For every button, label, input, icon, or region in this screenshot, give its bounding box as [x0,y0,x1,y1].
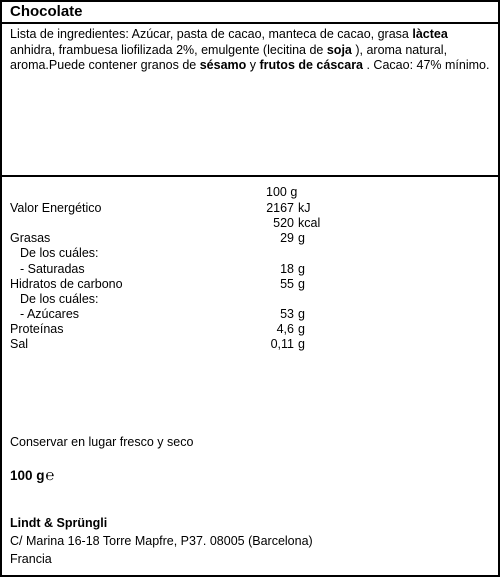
nutrition-label: De los cuáles: [20,292,99,306]
net-weight-value: 100 g [10,468,45,483]
allergen-nuts: frutos de cáscara [259,58,364,72]
nutrition-value: 55 [280,277,294,291]
nutrition-header: 100 g [266,185,298,199]
manufacturer-address: C/ Marina 16-18 Torre Mapfre, P37. 08005 (Barcelona) [10,534,313,548]
nutrition-unit: kcal [298,216,321,230]
details-section [2,177,498,579]
nutrition-value: 2167 [266,201,294,215]
ingredients-section [2,24,498,177]
ingredients-part: Lista de ingredientes: Azúcar, pasta de cacao, manteca de cacao, grasa [10,27,413,41]
storage-instructions: Conservar en lugar fresco y seco [10,435,194,449]
nutrition-unit: g [298,231,305,245]
nutrition-label: Hidratos de carbono [10,277,123,291]
nutrition-unit: g [298,307,305,321]
nutrition-unit: g [298,262,305,276]
nutrition-label: - Saturadas [20,262,85,276]
nutrition-value: 520 [273,216,294,230]
nutrition-unit: g [298,322,305,336]
product-title: Chocolate [10,3,83,20]
ingredients-part: y [246,58,260,72]
nutrition-unit: g [298,277,305,291]
nutrition-label: De los cuáles: [20,246,99,260]
nutrition-value: 29 [280,231,294,245]
nutrition-value: 4,6 [276,322,294,336]
nutrition-label: Valor Energético [10,201,102,215]
nutrition-value: 53 [280,307,294,321]
nutrition-label: - Azúcares [20,307,80,321]
allergen-sesame: sésamo [199,58,247,72]
title-section [2,2,498,24]
allergen-soy: soja [326,42,352,57]
manufacturer-country: Francia [10,552,52,566]
estimated-sign-icon: ℮ [45,467,55,484]
nutrition-label: Proteínas [10,322,64,336]
ingredients-part: . Cacao: 47% mínimo. [363,58,490,72]
nutrition-unit: kJ [298,201,311,215]
ingredients-part: anhidra, frambuesa liofilizada 2%, emulgente (lecitina de [10,42,327,57]
ingredients-part: ), aroma natural, aroma.Puede contener granos de [10,42,448,72]
manufacturer-name: Lindt & Sprüngli [10,516,108,530]
allergen-milk: làctea [412,27,448,41]
ingredients-text [10,27,492,74]
nutrition-unit: g [298,337,305,351]
nutrition-value: 18 [280,262,294,276]
nutrition-label: Sal [10,337,29,351]
nutrition-value: 0,11 [270,337,294,351]
nutrition-label: Grasas [10,231,51,245]
net-weight [10,467,55,484]
